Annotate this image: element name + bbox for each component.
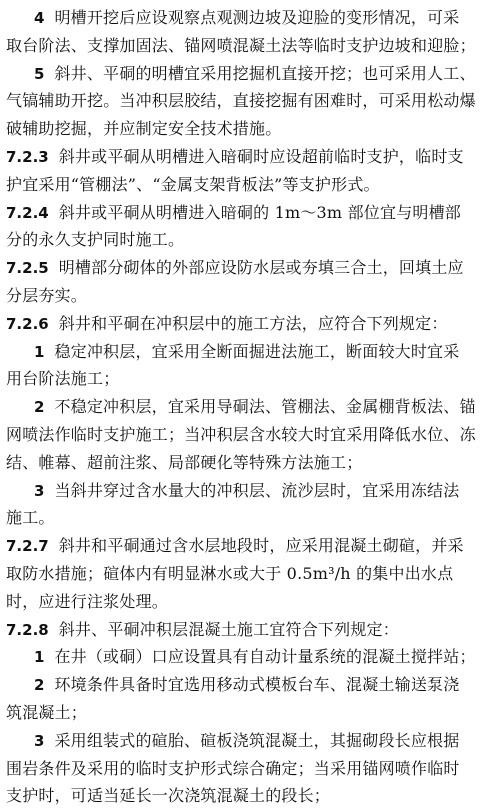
item-number: 1	[34, 648, 45, 667]
line-text: 护宜采用“管棚法”、“金属支架背板法”等支护形式。	[6, 174, 380, 194]
item-number: 1	[34, 342, 45, 361]
line-text: 斜井、平硐冲积层混凝土施工宜符合下列规定：	[58, 619, 399, 639]
text-line	[6, 282, 490, 310]
text-line	[6, 310, 490, 338]
clause-number: 7.2.8	[6, 620, 49, 639]
line-text: 不稳定冲积层，宜采用导硐法、管棚法、金属棚背板法、锚	[54, 397, 476, 417]
line-text: 施工。	[6, 508, 55, 528]
text-line	[6, 477, 490, 505]
text-line	[6, 504, 490, 532]
line-text: 环境条件具备时宜选用移动式模板台车、混凝土输送泵浇	[54, 675, 460, 695]
text-line	[6, 4, 490, 32]
text-line	[6, 365, 490, 393]
clause-number: 7.2.7	[6, 537, 49, 556]
text-line	[6, 449, 490, 477]
line-text: 斜井和平硐在冲积层中的施工方法，应符合下列规定：	[58, 313, 448, 333]
line-text: 取防水措施；碹体内有明显淋水或大于 0.5m³/h 的集中出水点	[6, 563, 454, 583]
text-line	[6, 727, 490, 755]
text-line	[6, 588, 490, 616]
text-line	[6, 532, 490, 560]
text-line	[6, 87, 490, 115]
clause-number: 7.2.3	[6, 147, 49, 166]
text-line	[6, 616, 490, 644]
line-text: 斜井或平硐从明槽进入暗硐时应设超前临时支护，临时支	[58, 146, 464, 166]
text-line	[6, 421, 490, 449]
line-text: 用台阶法施工；	[6, 369, 120, 389]
item-number: 3	[34, 481, 45, 500]
text-line	[6, 32, 490, 60]
text-line	[6, 115, 490, 143]
text-line	[6, 643, 490, 671]
clause-number: 7.2.4	[6, 203, 49, 222]
line-text: 分层夯实。	[6, 285, 88, 305]
line-text: 结、帷幕、超前注浆、局部硬化等特殊方法施工；	[6, 452, 363, 472]
line-text: 气镐辅助开挖。当冲积层胶结，直接挖掘有困难时，可采用松动爆	[6, 91, 476, 111]
text-line	[6, 755, 490, 783]
line-text: 取台阶法、支撑加固法、锚网喷混凝土法等临时支护边坡和迎脸；	[6, 35, 476, 55]
line-text: 筑混凝土；	[6, 702, 88, 722]
text-line	[6, 254, 490, 282]
line-text: 斜井或平硐从明槽进入暗硐的 1m～3m 部位宜与明槽部	[58, 202, 461, 222]
item-number: 5	[34, 64, 45, 83]
item-number: 3	[34, 731, 45, 750]
text-line	[6, 338, 490, 366]
line-text: 网喷法作临时支护施工；当冲积层含水较大时宜采用降低水位、冻	[6, 424, 476, 444]
line-text: 明槽部分砌体的外部应设防水层或夯填三合土，回填土应	[58, 258, 464, 278]
item-number: 4	[34, 9, 45, 27]
text-line	[6, 199, 490, 227]
line-text: 支护时，可适当延长一次浇筑混凝土的段长；	[6, 786, 331, 806]
item-number: 2	[34, 676, 45, 695]
text-line	[6, 393, 490, 421]
line-text: 破辅助挖掘，并应制定安全技术措施。	[6, 119, 282, 139]
text-line	[6, 699, 490, 727]
text-line	[6, 171, 490, 199]
text-line	[6, 782, 490, 810]
line-text: 时，应进行注浆处理。	[6, 591, 169, 611]
line-text: 在井（或硐）口应设置具有自动计量系统的混凝土搅拌站；	[54, 647, 476, 667]
clause-number: 7.2.6	[6, 314, 49, 333]
line-text: 斜井和平硐通过含水层地段时，应采用混凝土砌碹，并采	[58, 536, 464, 556]
text-line	[6, 226, 490, 254]
item-number: 2	[34, 398, 45, 417]
text-line	[6, 143, 490, 171]
clause-number: 7.2.5	[6, 259, 49, 278]
line-text: 稳定冲积层，宜采用全断面掘进法施工，断面较大时宜采	[54, 341, 460, 361]
line-text: 斜井、平硐的明槽宜采用挖掘机直接开挖；也可采用人工、	[54, 63, 476, 83]
line-text: 当斜井穿过含水量大的冲积层、流沙层时，宜采用冻结法	[54, 480, 460, 500]
line-text: 采用组装式的碹胎、碹板浇筑混凝土，其掘砌段长应根据	[54, 730, 460, 750]
line-text: 围岩条件及采用的临时支护形式综合确定；当采用锚网喷作临时	[6, 758, 460, 778]
line-text: 分的永久支护同时施工。	[6, 230, 185, 250]
text-line	[6, 671, 490, 699]
text-line	[6, 60, 490, 88]
line-text: 明槽开挖后应设观察点观测边坡及迎脸的变形情况，可采	[54, 8, 460, 27]
text-line	[6, 560, 490, 588]
